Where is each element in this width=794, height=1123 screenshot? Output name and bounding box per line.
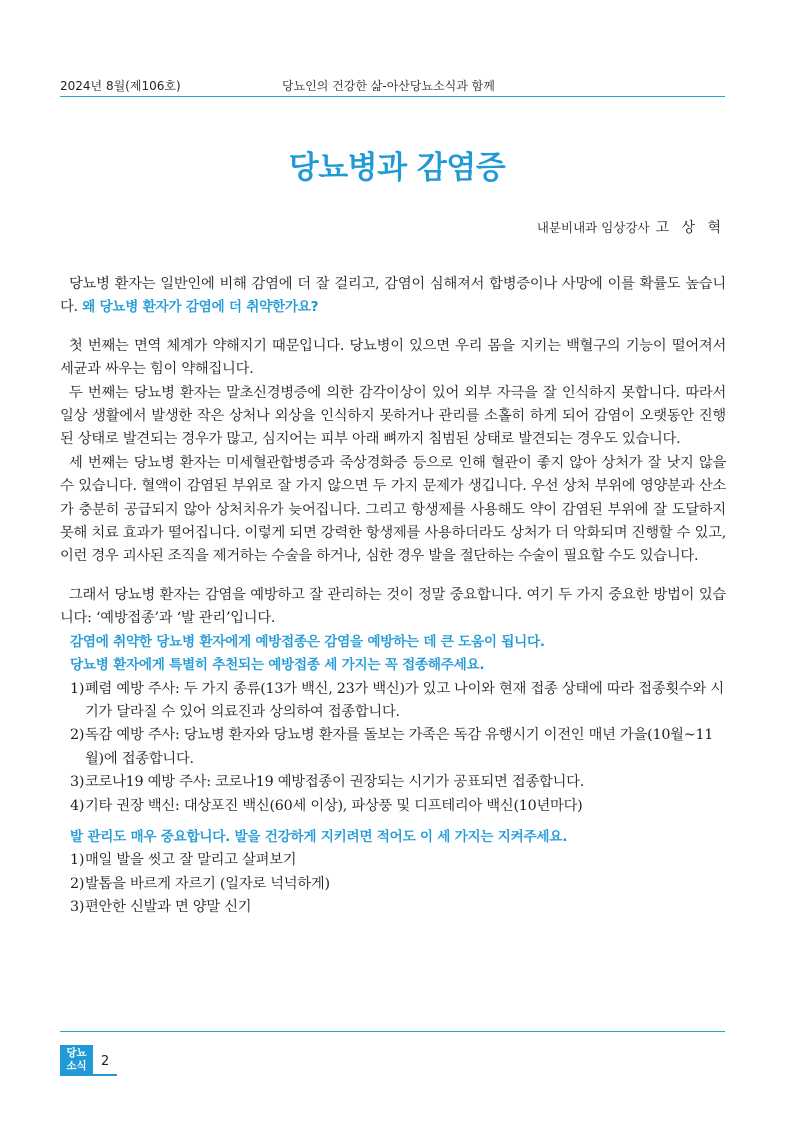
list-item <box>60 795 726 818</box>
list-text: 독감 예방 주사: 당뇨병 환자와 당뇨병 환자를 돌보는 가족은 독감 유행시기 이전인 매년 가을(10월~11월)에 접종합니다. <box>85 727 714 767</box>
list-number: 3) <box>70 899 85 916</box>
list-number: 3) <box>70 774 85 791</box>
vaccine-highlight-2: 당뇨병 환자에게 특별히 추천되는 예방접종 세 가지는 꼭 접종해주세요. <box>70 657 485 674</box>
list-text: 기타 권장 백신: 대상포진 백신(60세 이상), 파상풍 및 디프테리아 백신(10년마다) <box>85 797 583 814</box>
list-item <box>60 873 726 896</box>
page-number-underline <box>60 1074 117 1076</box>
list-number: 2) <box>70 875 85 892</box>
list-item <box>60 771 726 794</box>
foot-care-list <box>60 849 726 919</box>
list-number: 4) <box>70 797 85 814</box>
reason-paragraph-3: 세 번째는 당뇨병 환자는 미세혈관합병증과 죽상경화증 등으로 인해 혈관이 좋지 않아 상처가 잘 낫지 않을 수 있습니다. 혈액이 감염된 부위로 잘 가지 않으면 두 가지 문제가 생깁니다. 우선 상처 부위에 영양분과 산소가 충분히 공급되지 않아 상처치유가 늦어집니다. 그리고 항생제를 사용해도 약이 감염된 부위에 잘 도달하지 못해 치료 효과가 떨어집니다. 이렇게 되면 강력한 항생제를 사용하더라도 상처가 더 악화되며 진행할 수 있고, 이런 경우 괴사된 조직을 제거하는 수술을 하거나, 심한 경우 발을 절단하는 수술이 필요할 수도 있습니다. <box>60 454 726 565</box>
badge-line-top: 당뇨 <box>66 1047 87 1059</box>
list-item <box>60 896 726 919</box>
author-line <box>537 219 725 237</box>
vaccine-list <box>60 678 726 818</box>
footer-divider <box>60 1031 725 1032</box>
badge-line-bottom: 소식 <box>66 1060 87 1072</box>
prevention-paragraph: 그래서 당뇨병 환자는 감염을 예방하고 잘 관리하는 것이 정말 중요합니다. 여기 두 가지 중요한 방법이 있습니다: ‘예방접종’과 ‘발 관리’입니다. <box>60 586 726 627</box>
intro-question: 왜 당뇨병 환자가 감염에 더 취약한가요? <box>82 299 319 316</box>
list-text: 매일 발을 씻고 잘 말리고 살펴보기 <box>85 852 297 869</box>
intro-paragraph <box>60 273 726 320</box>
list-text: 코로나19 예방 주사: 코로나19 예방접종이 권장되는 시기가 공표되면 접종합니다. <box>85 774 584 791</box>
article-title: 당뇨병과 감염증 <box>288 150 506 186</box>
list-text: 발톱을 바르게 자르기 (일자로 넉넉하게) <box>85 875 330 892</box>
newsletter-tagline: 당뇨인의 건강한 삶-아산당뇨소식과 함께 <box>282 79 495 93</box>
list-item <box>60 678 726 725</box>
article-body <box>60 273 726 920</box>
author-name: 고 상 혁 <box>655 220 725 236</box>
intro-text: 당뇨병 환자는 일반인에 비해 감염에 더 잘 걸리고, 감염이 심해져서 합병증이나 사망에 이를 확률도 높습니다. <box>60 276 726 316</box>
page-number: 2 <box>101 1054 110 1069</box>
list-number: 2) <box>70 727 85 744</box>
list-number: 1) <box>70 852 85 869</box>
reason-paragraph-1: 첫 번째는 면역 체계가 약해지기 때문입니다. 당뇨병이 있으면 우리 몸을 지키는 백혈구의 기능이 떨어져서 세균과 싸우는 힘이 약해집니다. <box>60 337 726 378</box>
list-text: 편안한 신발과 면 양말 신기 <box>85 899 252 916</box>
list-item <box>60 849 726 872</box>
issue-label: 2024년 8월(제106호) <box>60 79 181 93</box>
foot-care-highlight: 발 관리도 매우 중요합니다. 발을 건강하게 지키려면 적어도 이 세 가지는 지켜주세요. <box>70 828 568 845</box>
list-text: 폐렴 예방 주사: 두 가지 종류(13가 백신, 23가 백신)가 있고 나이와 현재 접종 상태에 따라 접종횟수와 시기가 달라질 수 있어 의료진과 상의하여 접종합니다. <box>85 680 724 720</box>
newsletter-badge <box>60 1045 93 1074</box>
header-divider <box>60 96 725 97</box>
vaccine-highlight-1: 감염에 취약한 당뇨병 환자에게 예방접종은 감염을 예방하는 데 큰 도움이 됩니다. <box>70 633 545 650</box>
list-item <box>60 724 726 771</box>
author-affiliation: 내분비내과 임상강사 <box>536 220 650 235</box>
list-number: 1) <box>70 680 85 697</box>
reason-paragraph-2: 두 번째는 당뇨병 환자는 말초신경병증에 의한 감각이상이 있어 외부 자극을 잘 인식하지 못합니다. 따라서 일상 생활에서 발생한 작은 상처나 외상을 인식하지 못하거나 관리를 소홀히 하게 되어 감염이 오랫동안 진행된 상태로 발견되는 경우가 많고, 심지어는 피부 아래 뼈까지 침범된 상태로 발견되는 경우도 있습니다. <box>60 384 726 448</box>
